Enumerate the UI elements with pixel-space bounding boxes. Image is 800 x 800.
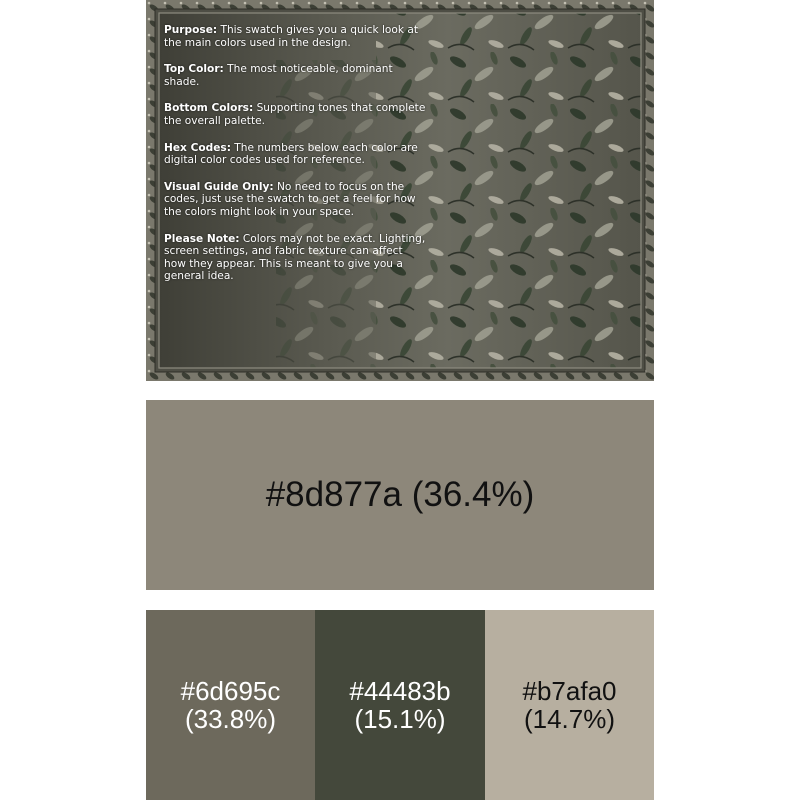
swatch-1-hex: #6d695c	[180, 676, 281, 706]
info-hex-codes-text: The numbers below each color are digital color codes used for reference.	[164, 141, 418, 167]
info-purpose	[164, 24, 426, 49]
dominant-color-swatch	[146, 400, 654, 590]
info-hex-codes	[164, 142, 426, 167]
info-top-color-text: The most noticeable, dominant shade.	[164, 63, 393, 88]
info-visual-guide-label: Visual Guide Only:	[164, 180, 274, 193]
info-please-note-text: Colors may not be exact. Lighting, screen settings, and fabric texture can affect how they appear. This is meant to give you a general idea.	[164, 232, 426, 283]
swatch-3-hex: #b7afa0	[522, 676, 617, 706]
info-bottom-colors	[164, 102, 426, 127]
info-bottom-colors-text: Supporting tones that complete the overall palette.	[164, 102, 426, 127]
info-hex-codes-label: Hex Codes:	[164, 141, 231, 154]
info-visual-guide-text: No need to focus on the codes, just use the swatch to get a feel for how the colors might look in your space.	[164, 180, 416, 218]
supporting-color-swatch-3	[485, 610, 654, 800]
info-visual-guide	[164, 181, 426, 219]
info-purpose-label: Purpose:	[164, 24, 218, 36]
info-top-color-label: Top Color:	[164, 63, 224, 76]
rug-image	[146, 0, 654, 381]
info-text-block	[164, 24, 426, 297]
info-top-color	[164, 63, 426, 88]
swatch-2-percent: (15.1%)	[354, 704, 446, 734]
info-purpose-text: This swatch gives you a quick look at the main colors used in the design.	[164, 24, 419, 49]
supporting-color-swatch-1	[146, 610, 315, 800]
info-please-note-label: Please Note:	[164, 232, 240, 245]
swatch-2-hex: #44483b	[349, 676, 451, 706]
dominant-color-label: #8d877a (36.4%)	[265, 475, 535, 514]
swatch-1-percent: (33.8%)	[184, 704, 277, 734]
info-please-note	[164, 233, 426, 283]
supporting-color-swatch-2	[315, 610, 485, 800]
swatch-3-percent: (14.7%)	[523, 704, 616, 734]
info-bottom-colors-label: Bottom Colors:	[164, 102, 254, 115]
